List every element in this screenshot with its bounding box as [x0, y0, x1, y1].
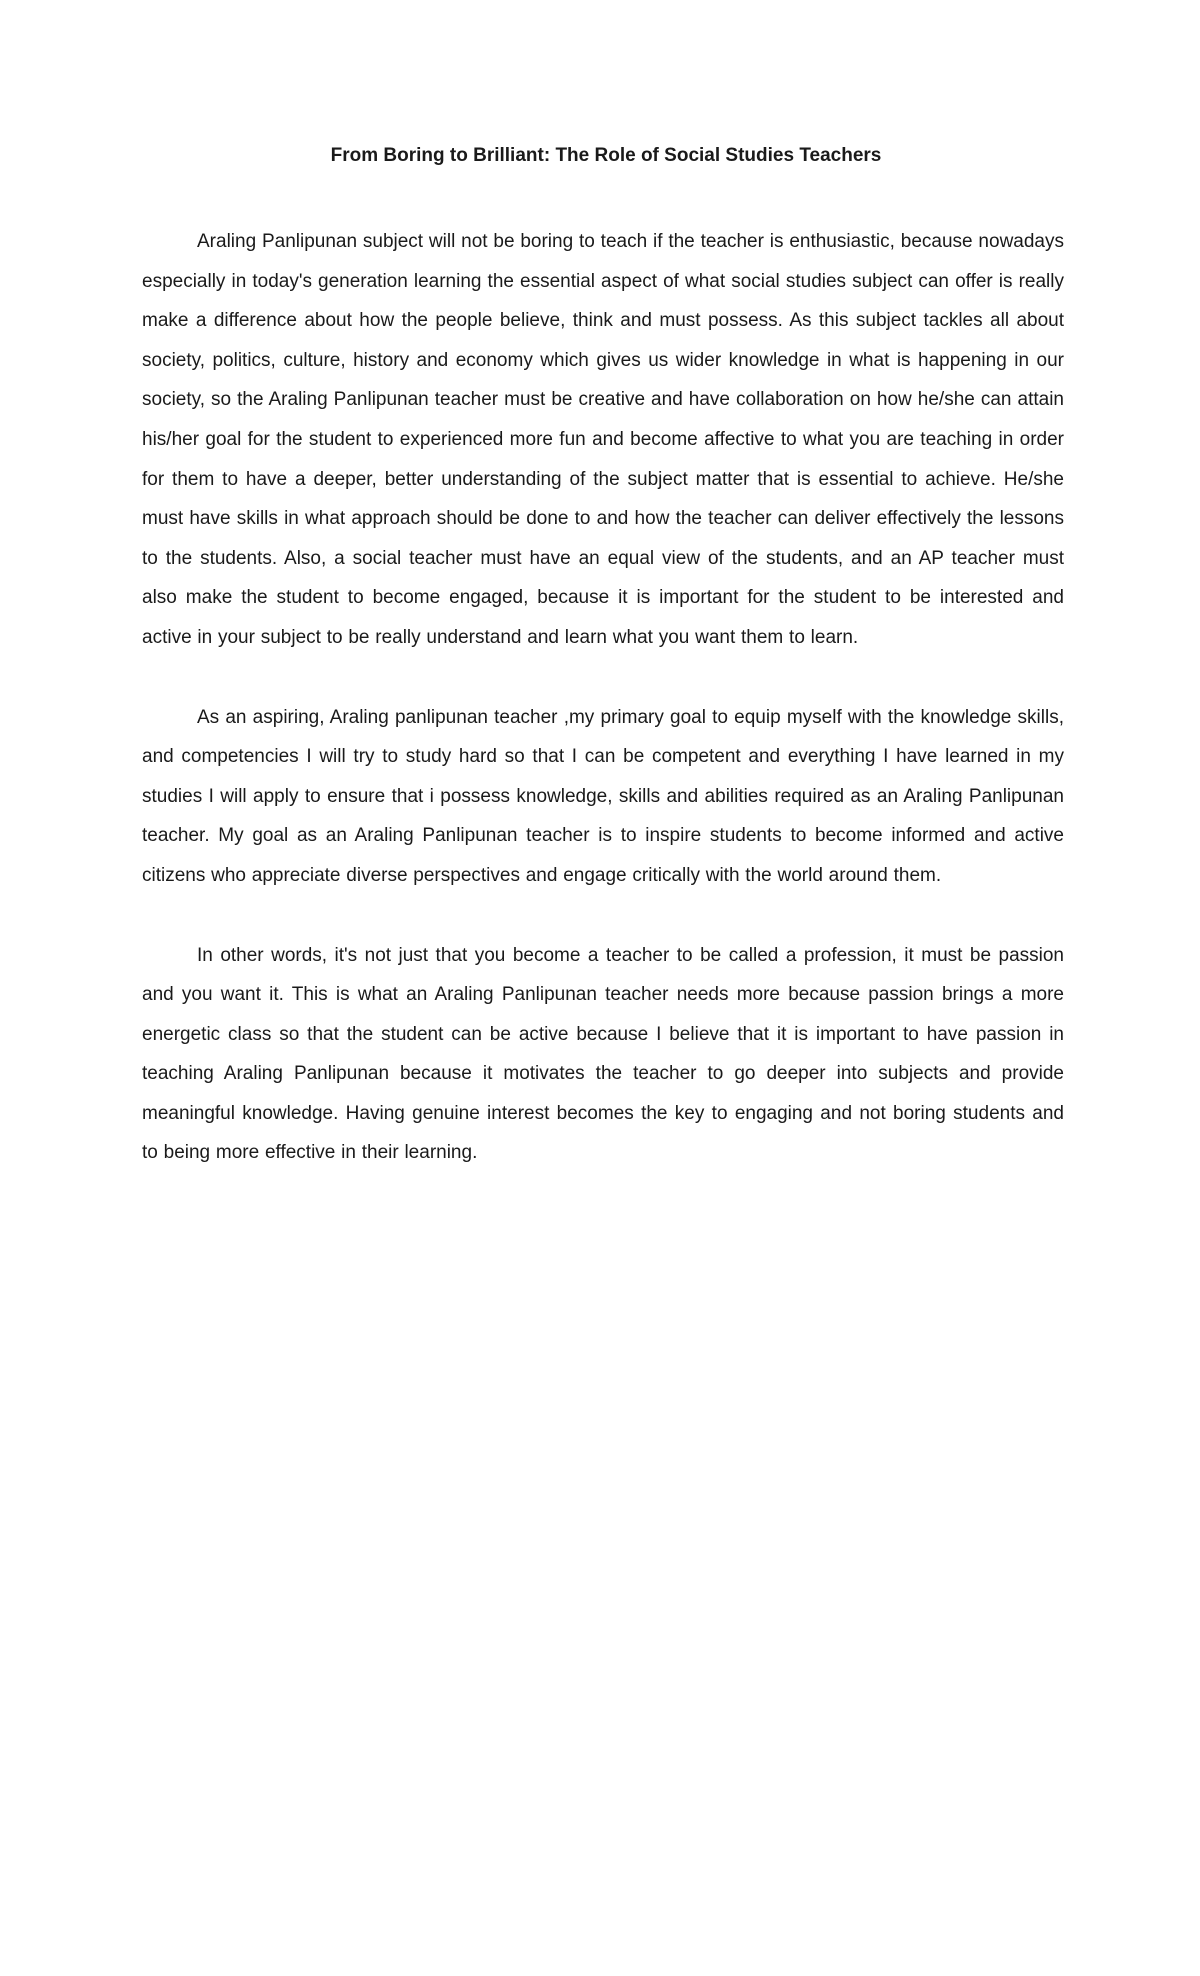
document-title: From Boring to Brilliant: The Role of Social Studies Teachers [330, 145, 882, 166]
paragraph-2: As an aspiring, Araling panlipunan teacher ,my primary goal to equip myself with the knowledge skills, and competencies I will try to study hard so that I can be competent and everything I have learned in my studies I will apply to ensure that i possess knowledge, skills and abilities required as an Araling Panlipunan teacher. My goal as an Araling Panlipunan teacher is to inspire students to become informed and active citizens who appreciate diverse perspectives and engage critically with the world around them. [142, 706, 1064, 886]
paragraph-1: Araling Panlipunan subject will not be boring to teach if the teacher is enthusiastic, because nowadays especially in today's generation learning the essential aspect of what social studies subject can offer is really make a difference about how the people believe, think and must possess. As this subject tackles all about society, politics, culture, history and economy which gives us wider knowledge in what is happening in our society, so the Araling Panlipunan teacher must be creative and have collaboration on how he/she can attain his/her goal for the student to experienced more fun and become affective to what you are teaching in order for them to have a deeper, better understanding of the subject matter that is essential to achieve. He/she must have skills in what approach should be done to and how the teacher can deliver effectively the lessons to the students. Also, a social teacher must have an equal view of the students, and an AP teacher must also make the student to become engaged, because it is important for the student to be interested and active in your subject to be really understand and learn what you want them to learn. [142, 231, 1064, 648]
document-body [142, 222, 1064, 1213]
paragraph-3: In other words, it's not just that you become a teacher to be called a profession, it must be passion and you want it. This is what an Araling Panlipunan teacher needs more because passion brings a more energetic class so that the student can be active because I believe that it is important to have passion in teaching Araling Panlipunan because it motivates the teacher to go deeper into subjects and provide meaningful knowledge. Having genuine interest becomes the key to engaging and not boring students and to being more effective in their learning. [142, 944, 1064, 1164]
